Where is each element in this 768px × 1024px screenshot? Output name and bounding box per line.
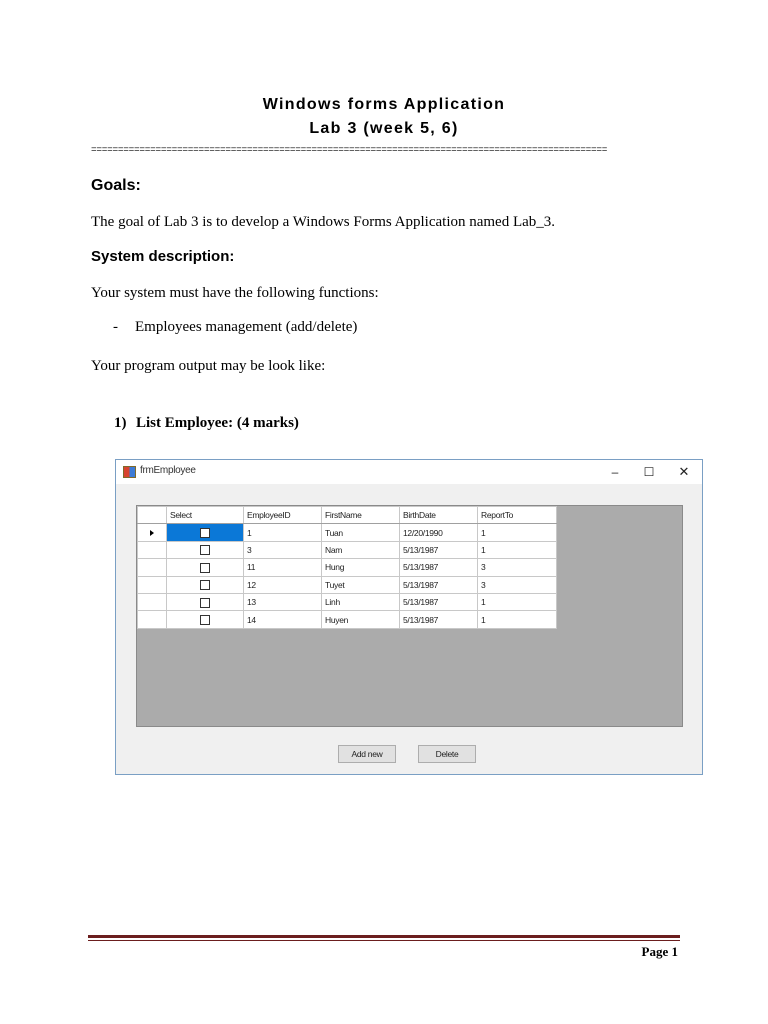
column-header-firstname[interactable]: FirstName — [322, 507, 400, 524]
first-name-cell[interactable]: Linh — [322, 593, 400, 610]
select-cell[interactable] — [167, 611, 244, 628]
first-name-cell[interactable]: Tuyet — [322, 576, 400, 593]
numbered-item — [114, 415, 299, 432]
select-cell[interactable] — [167, 541, 244, 558]
bullet-dash: - — [113, 319, 118, 335]
list-item-text: List Employee: (4 marks) — [136, 415, 299, 431]
delete-button[interactable]: Delete — [418, 745, 476, 763]
employee-id-cell[interactable]: 12 — [244, 576, 322, 593]
select-cell[interactable] — [167, 593, 244, 610]
list-number: 1) — [114, 415, 127, 431]
table-row[interactable] — [138, 576, 557, 593]
current-row-arrow-icon — [150, 530, 154, 536]
employee-form-window — [115, 459, 703, 775]
window-title: frmEmployee — [140, 465, 196, 476]
birth-date-cell[interactable]: 5/13/1987 — [400, 576, 478, 593]
table-row[interactable] — [138, 593, 557, 610]
footer-rule-thin — [88, 940, 680, 941]
table-row[interactable] — [138, 559, 557, 576]
separator-line: ================================================================================================ — [91, 144, 608, 155]
report-to-cell[interactable]: 1 — [478, 524, 557, 541]
employee-id-cell[interactable]: 3 — [244, 541, 322, 558]
table-row[interactable] — [138, 524, 557, 541]
column-header-select[interactable]: Select — [167, 507, 244, 524]
report-to-cell[interactable]: 1 — [478, 611, 557, 628]
row-header[interactable] — [138, 611, 167, 628]
row-header[interactable] — [138, 576, 167, 593]
report-to-cell[interactable]: 3 — [478, 576, 557, 593]
employee-id-cell[interactable]: 14 — [244, 611, 322, 628]
goals-paragraph: The goal of Lab 3 is to develop a Windows Forms Application named Lab_3. — [91, 214, 556, 230]
table-header-row — [138, 507, 557, 524]
maximize-button[interactable]: ☐ — [643, 465, 655, 479]
select-checkbox[interactable] — [200, 563, 210, 573]
employee-table — [137, 506, 557, 629]
document-title: Windows forms Application — [262, 96, 506, 113]
footer-rule — [88, 935, 680, 938]
column-header-reportto[interactable]: ReportTo — [478, 507, 557, 524]
select-checkbox[interactable] — [200, 615, 210, 625]
employee-id-cell[interactable]: 13 — [244, 593, 322, 610]
output-paragraph: Your program output may be look like: — [91, 358, 326, 374]
row-header-corner — [138, 507, 167, 524]
bullet-item — [113, 319, 357, 336]
birth-date-cell[interactable]: 5/13/1987 — [400, 541, 478, 558]
first-name-cell[interactable]: Hung — [322, 559, 400, 576]
first-name-cell[interactable]: Huyen — [322, 611, 400, 628]
first-name-cell[interactable]: Tuan — [322, 524, 400, 541]
column-header-birthdate[interactable]: BirthDate — [400, 507, 478, 524]
report-to-cell[interactable]: 1 — [478, 593, 557, 610]
select-checkbox[interactable] — [200, 545, 210, 555]
window-titlebar[interactable] — [116, 460, 702, 484]
select-checkbox[interactable] — [200, 580, 210, 590]
column-header-employeeid[interactable]: EmployeeID — [244, 507, 322, 524]
employee-id-cell[interactable]: 11 — [244, 559, 322, 576]
employee-datagrid[interactable] — [136, 505, 683, 727]
app-icon — [123, 466, 136, 478]
system-description-heading: System description: — [91, 248, 235, 265]
row-header[interactable] — [138, 559, 167, 576]
table-row[interactable] — [138, 611, 557, 628]
close-button[interactable]: ✕ — [678, 464, 690, 479]
minimize-button[interactable]: – — [611, 465, 619, 479]
select-cell[interactable] — [167, 559, 244, 576]
row-header[interactable] — [138, 524, 167, 541]
goals-heading: Goals: — [91, 177, 141, 194]
birth-date-cell[interactable]: 5/13/1987 — [400, 593, 478, 610]
page-number: Page 1 — [641, 944, 678, 959]
report-to-cell[interactable]: 3 — [478, 559, 557, 576]
select-checkbox[interactable] — [200, 528, 210, 538]
row-header[interactable] — [138, 541, 167, 558]
system-paragraph: Your system must have the following functions: — [91, 285, 379, 301]
bullet-text: Employees management (add/delete) — [135, 319, 358, 335]
add-new-button[interactable]: Add new — [338, 745, 396, 763]
birth-date-cell[interactable]: 5/13/1987 — [400, 611, 478, 628]
document-subtitle: Lab 3 (week 5, 6) — [309, 120, 459, 137]
row-header[interactable] — [138, 593, 167, 610]
employee-id-cell[interactable]: 1 — [244, 524, 322, 541]
select-cell[interactable] — [167, 524, 244, 541]
table-row[interactable] — [138, 541, 557, 558]
report-to-cell[interactable]: 1 — [478, 541, 557, 558]
birth-date-cell[interactable]: 12/20/1990 — [400, 524, 478, 541]
first-name-cell[interactable]: Nam — [322, 541, 400, 558]
birth-date-cell[interactable]: 5/13/1987 — [400, 559, 478, 576]
select-checkbox[interactable] — [200, 598, 210, 608]
select-cell[interactable] — [167, 576, 244, 593]
